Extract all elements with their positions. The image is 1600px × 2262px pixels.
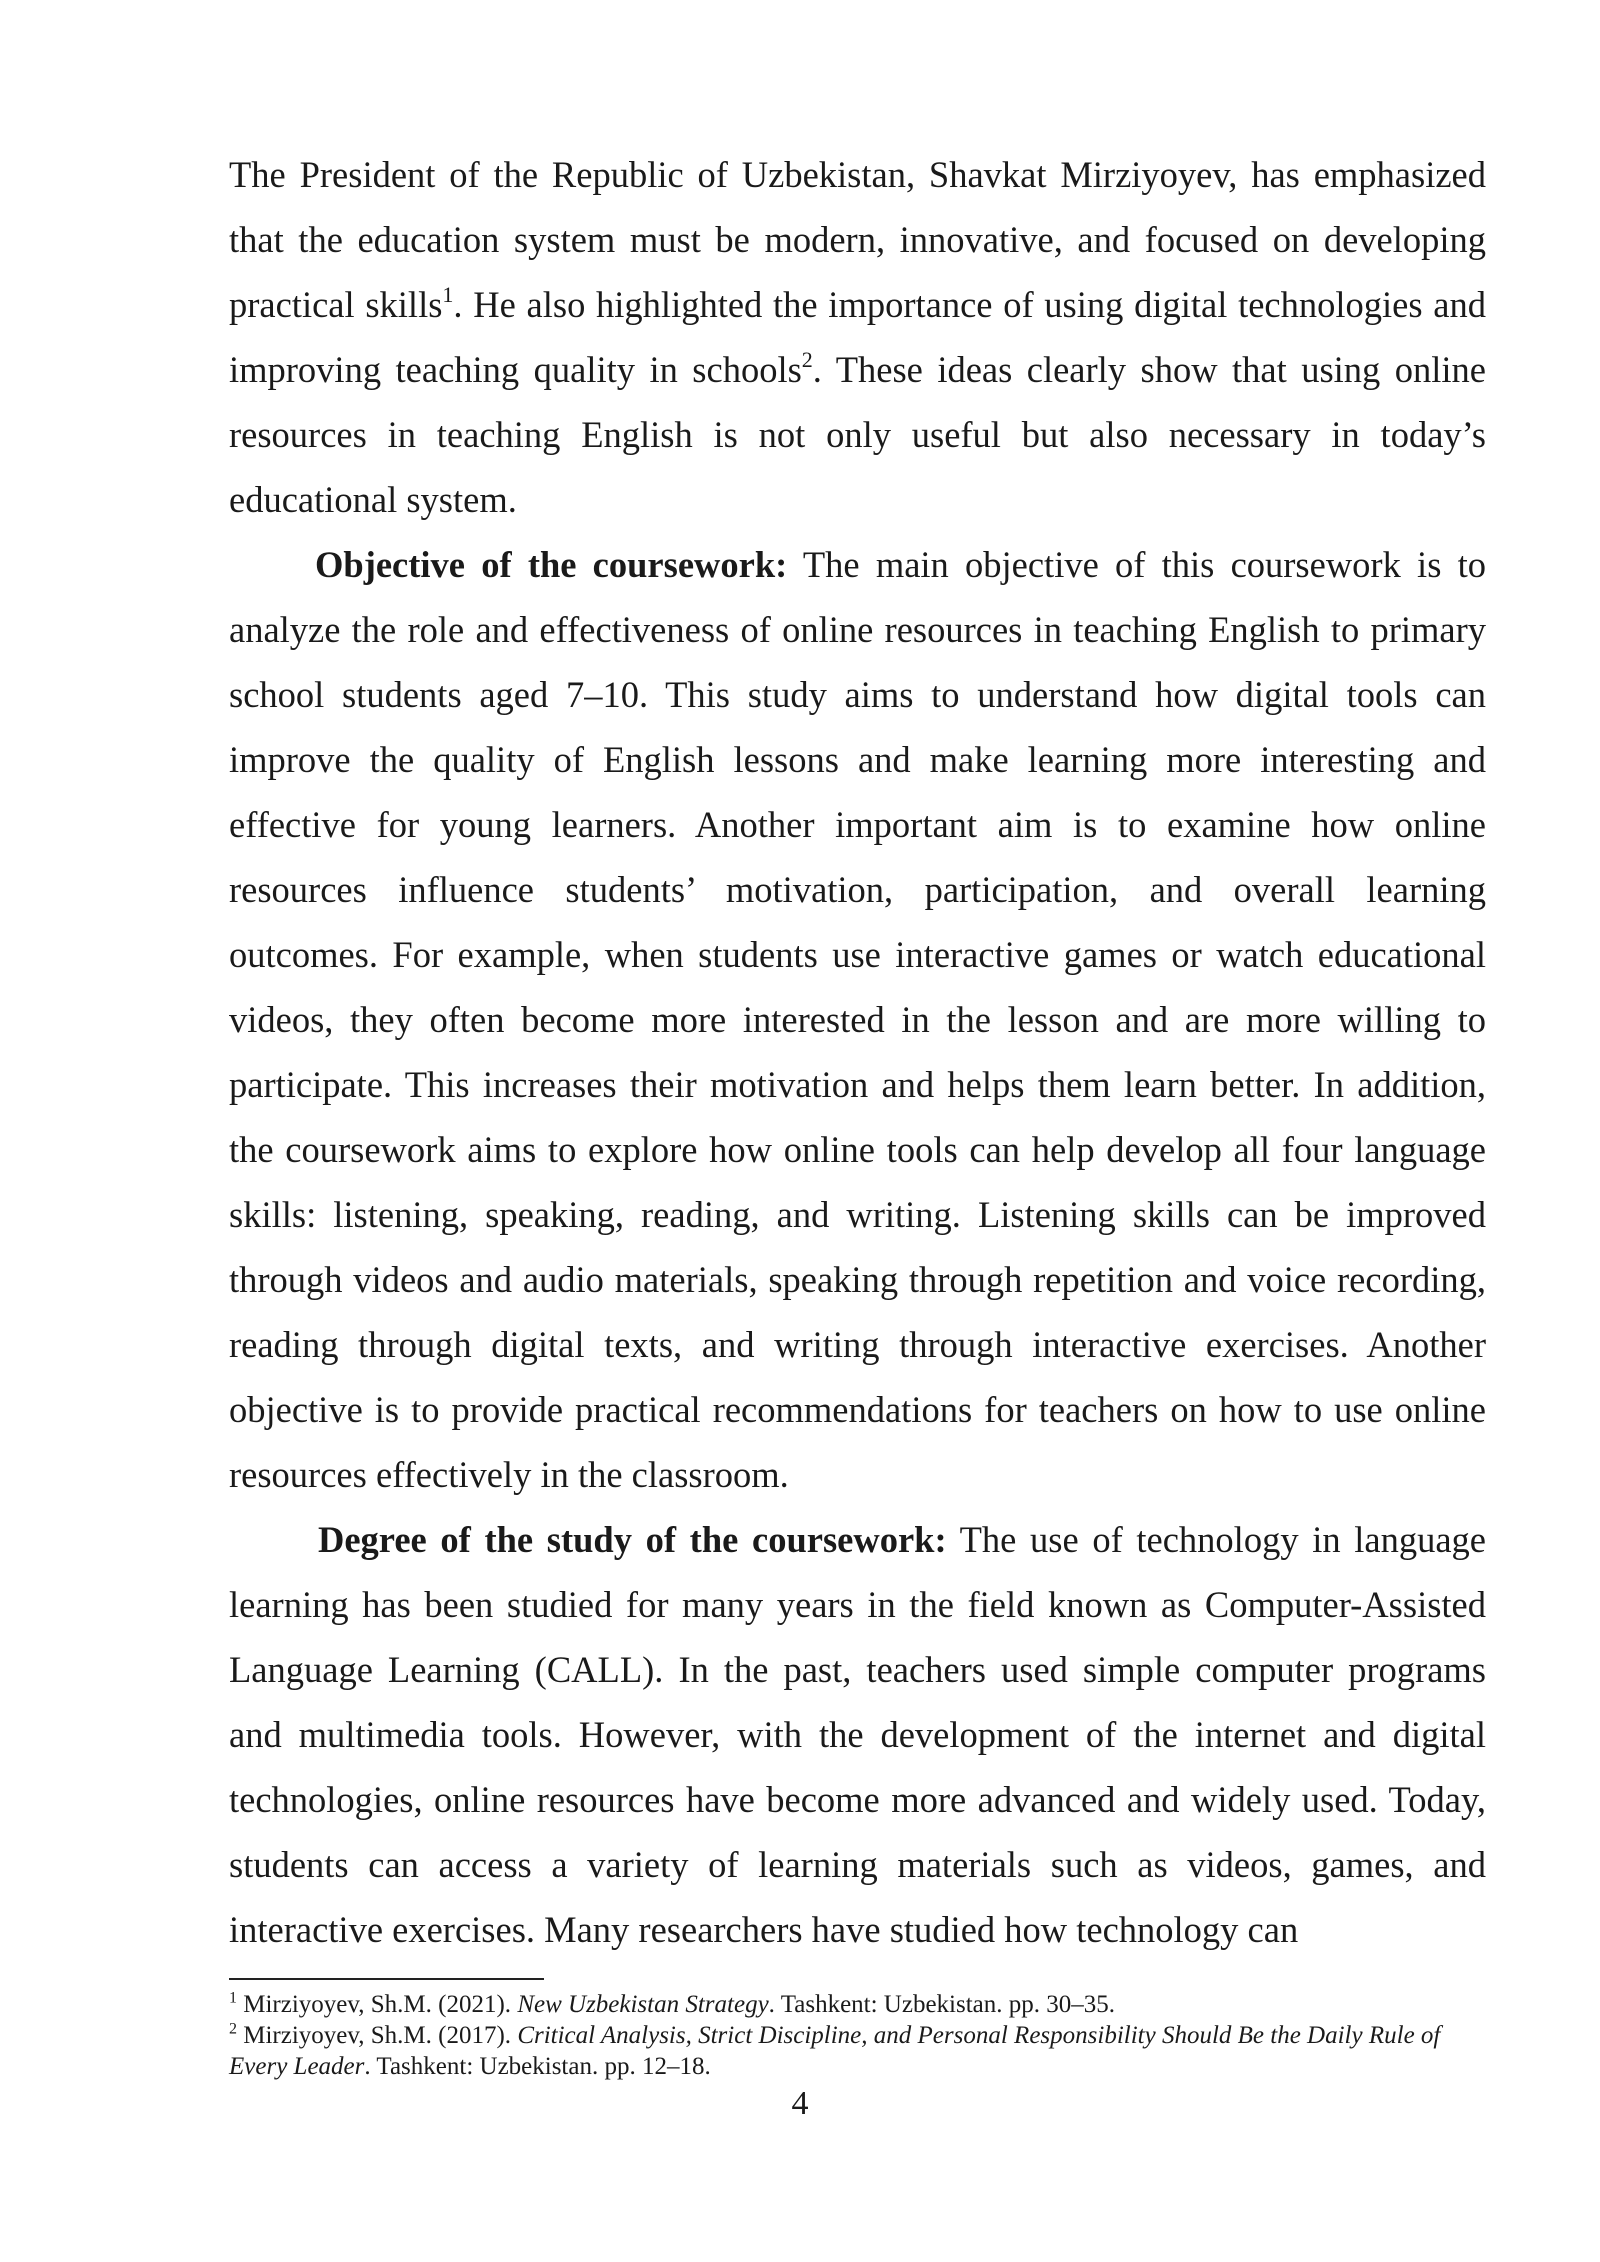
degree-of-study-text: The use of technology in language learning has been studied for many years in the field known as Computer-Assisted Language Learning (CALL). In the past, teachers used simple computer programs and multimedia tools. However, with the development of the internet and digital technologies, online resources have become more advanced and widely used. Today, students can access a variety of learning materials such as videos, games, and interactive exercises. Many researchers have studied how technology can bbox=[229, 1519, 1487, 1950]
footnote-separator bbox=[229, 1978, 544, 1980]
intro-paragraph bbox=[229, 142, 1486, 532]
footnote-1 bbox=[229, 1989, 1486, 2020]
objective-heading: Objective of the coursework: bbox=[315, 544, 788, 585]
intro-text-b: . He also highlighted the importance of using digital technologies and improving teaching quality in schools bbox=[229, 284, 1486, 390]
footnote-1-citation: Mirziyoyev, Sh.M. (2021). bbox=[237, 1991, 518, 2018]
footnote-marker-1: 1 bbox=[229, 1989, 237, 2007]
objective-paragraph bbox=[229, 532, 1486, 1507]
body-text bbox=[229, 142, 1486, 1962]
footnote-1-title: New Uzbekistan Strategy bbox=[517, 1991, 769, 2018]
objective-text: The main objective of this coursework is to analyze the role and effectiveness of online resources in teaching English to primary school students aged 7–10. This study aims to understand how digital tools can improve the quality of English lessons and make learning more interesting and effective for young learners. Another important aim is to examine how online resources influence students’ motivation, participation, and overall learning outcomes. For example, when students use interactive games or watch educational videos, they often become more interested in the lesson and are more willing to participate. This increases their motivation and helps them learn better. In addition, the coursework aims to explore how online tools can help develop all four language skills: listening, speaking, reading, and writing. Listening skills can be improved through videos and audio materials, speaking through repetition and voice recording, reading through digital texts, and writing through interactive exercises. Another objective is to provide practical recommendations for teachers on how to use online resources effectively in the classroom. bbox=[229, 544, 1486, 1495]
footnotes-section bbox=[229, 1989, 1486, 2082]
footnote-reference-2[interactable]: 2 bbox=[801, 346, 813, 372]
footnote-2-citation: Mirziyoyev, Sh.M. (2017). bbox=[237, 2022, 518, 2049]
degree-of-study-paragraph bbox=[229, 1507, 1486, 1962]
footnote-2-publisher: . Tashkent: Uzbekistan. pp. 12–18. bbox=[364, 2053, 711, 2080]
intro-text-a: The President of the Republic of Uzbekistan, Shavkat Mirziyoyev, has emphasized that the education system must be modern, innovative, and focused on developing practical skills bbox=[229, 154, 1486, 325]
footnote-2-title: Critical Analysis, Strict Discipline, and Personal Responsibility Should Be the Daily Rule of Every Leader bbox=[229, 2022, 1441, 2080]
page-number: 4 bbox=[791, 2085, 809, 2122]
footnote-2 bbox=[229, 2020, 1486, 2082]
intro-text-c: . These ideas clearly show that using online resources in teaching English is not only useful but also necessary in today’s educational system. bbox=[229, 349, 1486, 520]
footnote-1-publisher: . Tashkent: Uzbekistan. pp. 30–35. bbox=[768, 1991, 1116, 2018]
footnote-marker-2: 2 bbox=[229, 2020, 237, 2038]
footnote-reference-1[interactable]: 1 bbox=[442, 281, 454, 307]
degree-of-study-heading: Degree of the study of the coursework: bbox=[318, 1519, 947, 1560]
